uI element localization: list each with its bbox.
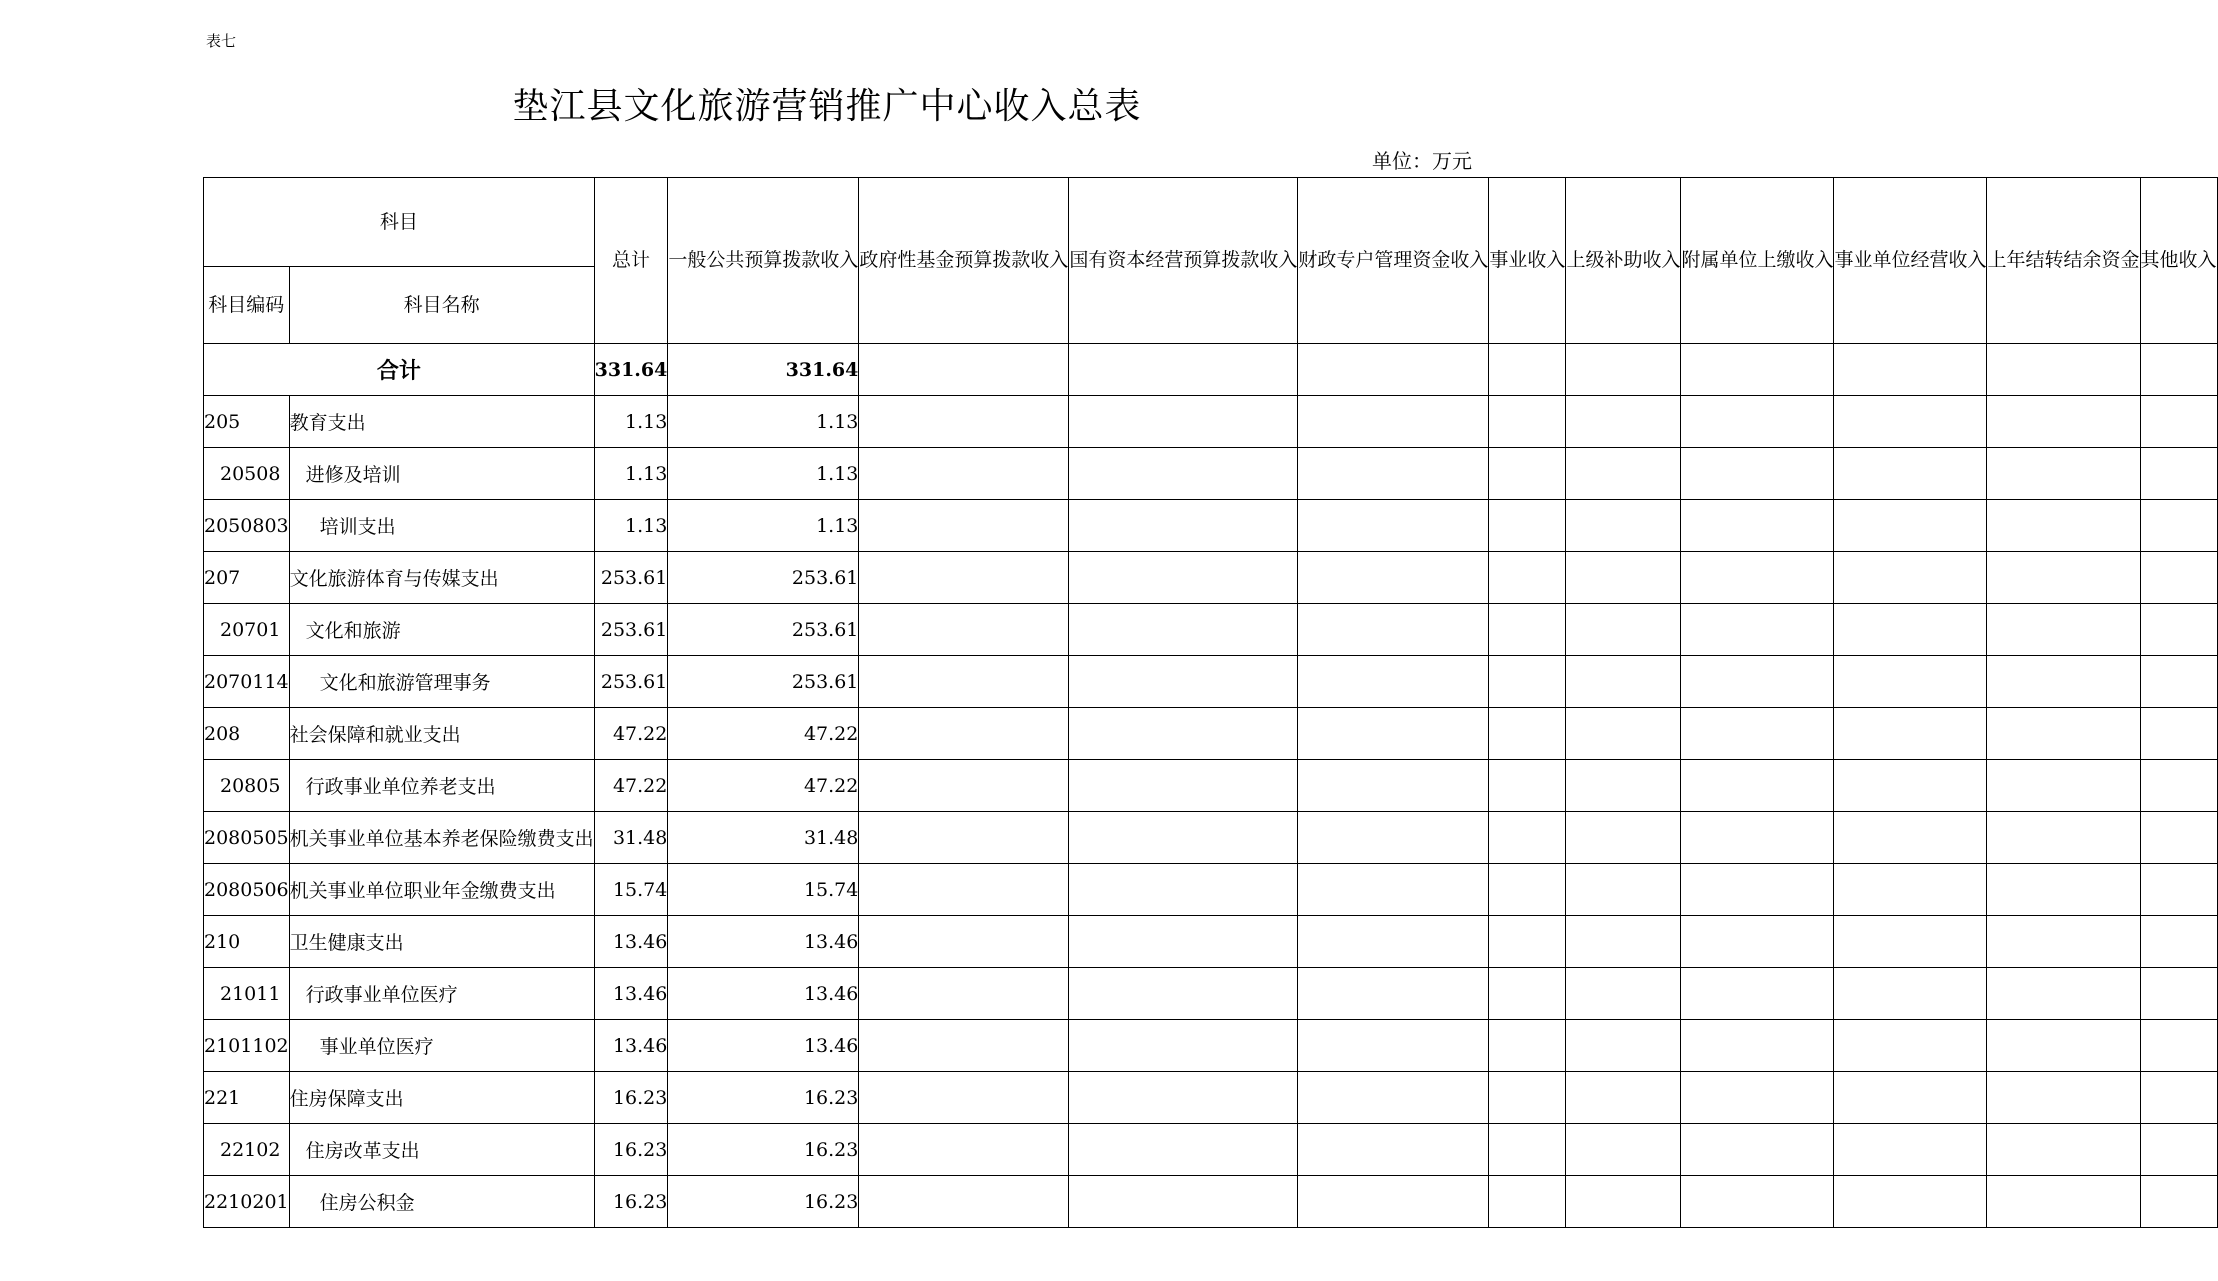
row-name: 住房改革支出: [289, 1124, 594, 1176]
empty-cell: [1681, 1124, 1834, 1176]
empty-cell: [2140, 812, 2217, 864]
row-general-budget: 13.46: [668, 1020, 859, 1072]
superior-subsidy-header: 上级补助收入: [1566, 178, 1681, 344]
empty-cell: [1987, 812, 2140, 864]
empty-cell: [859, 396, 1069, 448]
empty-cell: [1069, 708, 1298, 760]
empty-cell: [1069, 760, 1298, 812]
empty-cell: [859, 552, 1069, 604]
empty-cell: [1834, 656, 1987, 708]
empty-cell: [1987, 1124, 2140, 1176]
empty-cell: [1681, 552, 1834, 604]
row-total: 16.23: [594, 1124, 668, 1176]
row-total: 253.61: [594, 604, 668, 656]
empty-cell: [1987, 864, 2140, 916]
empty-cell: [1834, 916, 1987, 968]
business-income-header: 事业收入: [1489, 178, 1566, 344]
table-row: [204, 1176, 2218, 1228]
row-total: 253.61: [594, 656, 668, 708]
empty-cell: [1489, 1072, 1566, 1124]
empty-cell: [1489, 1176, 1566, 1228]
empty-cell: [1681, 968, 1834, 1020]
empty-cell: [1681, 1176, 1834, 1228]
empty-cell: [1681, 864, 1834, 916]
empty-cell: [1069, 1176, 1298, 1228]
empty-cell: [1987, 500, 2140, 552]
name-header: 科目名称: [289, 267, 594, 344]
empty-cell: [859, 864, 1069, 916]
empty-cell: [1834, 396, 1987, 448]
empty-cell: [1834, 1072, 1987, 1124]
row-general-budget: 253.61: [668, 552, 859, 604]
row-name: 住房公积金: [289, 1176, 594, 1228]
empty-cell: [1298, 864, 1489, 916]
empty-cell: [1834, 604, 1987, 656]
empty-cell: [1489, 448, 1566, 500]
empty-cell: [1681, 500, 1834, 552]
empty-cell: [1069, 916, 1298, 968]
row-code: 205: [204, 396, 290, 448]
empty-cell: [1298, 760, 1489, 812]
empty-cell: [2140, 604, 2217, 656]
table-row: [204, 812, 2218, 864]
row-name: 文化和旅游: [289, 604, 594, 656]
row-name: 行政事业单位医疗: [289, 968, 594, 1020]
empty-cell: [1298, 604, 1489, 656]
general-budget-header: 一般公共预算拨款收入: [668, 178, 859, 344]
subject-header: 科目: [204, 178, 595, 267]
empty-cell: [1681, 604, 1834, 656]
empty-cell: [1834, 1176, 1987, 1228]
empty-cell: [1298, 812, 1489, 864]
row-name: 培训支出: [289, 500, 594, 552]
empty-cell: [1069, 968, 1298, 1020]
row-general-budget: 1.13: [668, 396, 859, 448]
row-code: 21011: [204, 968, 290, 1020]
empty-cell: [1834, 760, 1987, 812]
empty-cell: [859, 604, 1069, 656]
empty-cell: [1489, 552, 1566, 604]
row-total: 31.48: [594, 812, 668, 864]
table-row: [204, 448, 2218, 500]
empty-cell: [1566, 396, 1681, 448]
empty-cell: [1987, 760, 2140, 812]
table-row: [204, 656, 2218, 708]
empty-cell: [1069, 812, 1298, 864]
empty-cell: [1987, 1176, 2140, 1228]
empty-cell: [859, 448, 1069, 500]
empty-cell: [1069, 448, 1298, 500]
row-general-budget: 1.13: [668, 500, 859, 552]
empty-cell: [1298, 656, 1489, 708]
empty-cell: [1489, 500, 1566, 552]
empty-cell: [1681, 656, 1834, 708]
row-general-budget: 253.61: [668, 604, 859, 656]
empty-cell: [1834, 1020, 1987, 1072]
row-code: 2101102: [204, 1020, 290, 1072]
row-name: 机关事业单位职业年金缴费支出: [289, 864, 594, 916]
empty-cell: [859, 968, 1069, 1020]
empty-cell: [1298, 1176, 1489, 1228]
row-total: 13.46: [594, 916, 668, 968]
row-general-budget: 15.74: [668, 864, 859, 916]
row-name: 事业单位医疗: [289, 1020, 594, 1072]
empty-cell: [859, 1176, 1069, 1228]
empty-cell: [1489, 812, 1566, 864]
empty-cell: [1489, 1020, 1566, 1072]
row-general-budget: 13.46: [668, 916, 859, 968]
row-code: 22102: [204, 1124, 290, 1176]
row-general-budget: 13.46: [668, 968, 859, 1020]
row-code: 210: [204, 916, 290, 968]
empty-cell: [1566, 760, 1681, 812]
row-code: 2070114: [204, 656, 290, 708]
row-general-budget: 1.13: [668, 448, 859, 500]
empty-cell: [1069, 1020, 1298, 1072]
empty-cell: [1566, 604, 1681, 656]
empty-cell: [1566, 656, 1681, 708]
row-name: 文化旅游体育与传媒支出: [289, 552, 594, 604]
empty-cell: [2140, 1072, 2217, 1124]
empty-cell: [1489, 1124, 1566, 1176]
row-name: 进修及培训: [289, 448, 594, 500]
row-general-budget: 47.22: [668, 708, 859, 760]
gov-fund-header: 政府性基金预算拨款收入: [859, 178, 1069, 344]
row-total: 47.22: [594, 760, 668, 812]
row-total: 16.23: [594, 1176, 668, 1228]
total-row: [204, 344, 2218, 396]
empty-cell: [1489, 656, 1566, 708]
empty-cell: [1489, 864, 1566, 916]
table-row: [204, 1124, 2218, 1176]
income-summary-table: [203, 177, 2218, 1228]
empty-cell: [1681, 916, 1834, 968]
operating-income-header: 事业单位经营收入: [1834, 178, 1987, 344]
empty-cell: [1566, 968, 1681, 1020]
table-row: [204, 708, 2218, 760]
row-total: 1.13: [594, 448, 668, 500]
empty-cell: [1566, 448, 1681, 500]
empty-cell: [1489, 916, 1566, 968]
empty-cell: [1987, 1020, 2140, 1072]
empty-cell: [859, 1020, 1069, 1072]
empty-cell: [1987, 1072, 2140, 1124]
empty-cell: [1566, 1124, 1681, 1176]
empty-cell: [2140, 552, 2217, 604]
empty-cell: [1298, 1072, 1489, 1124]
total-value: 331.64: [594, 344, 668, 396]
empty-cell: [1489, 968, 1566, 1020]
empty-cell: [1298, 500, 1489, 552]
empty-cell: [1566, 500, 1681, 552]
empty-cell: [1681, 448, 1834, 500]
table-row: [204, 760, 2218, 812]
other-income-header: 其他收入: [2140, 178, 2217, 344]
row-total: 253.61: [594, 552, 668, 604]
row-general-budget: 31.48: [668, 812, 859, 864]
empty-cell: [1298, 708, 1489, 760]
empty-cell: [1834, 500, 1987, 552]
empty-cell: [859, 708, 1069, 760]
empty-cell: [1069, 864, 1298, 916]
row-code: 20805: [204, 760, 290, 812]
empty-cell: [1566, 552, 1681, 604]
empty-cell: [1834, 708, 1987, 760]
empty-cell: [859, 760, 1069, 812]
empty-cell: [1834, 552, 1987, 604]
unit-label: 单位：万元: [1372, 149, 1472, 173]
state-capital-header: 国有资本经营预算拨款收入: [1069, 178, 1298, 344]
empty-cell: [2140, 656, 2217, 708]
empty-cell: [2140, 708, 2217, 760]
empty-cell: [2140, 864, 2217, 916]
empty-cell: [1987, 396, 2140, 448]
empty-cell: [2140, 916, 2217, 968]
row-general-budget: 16.23: [668, 1072, 859, 1124]
empty-cell: [2140, 1124, 2217, 1176]
row-general-budget: 253.61: [668, 656, 859, 708]
empty-cell: [1987, 604, 2140, 656]
page-title: 垫江县文化旅游营销推广中心收入总表: [512, 86, 1142, 127]
empty-cell: [1681, 812, 1834, 864]
empty-cell: [1834, 1124, 1987, 1176]
empty-cell: [1987, 968, 2140, 1020]
empty-cell: [1298, 968, 1489, 1020]
empty-cell: [1298, 552, 1489, 604]
row-total: 13.46: [594, 1020, 668, 1072]
row-code: 2050803: [204, 500, 290, 552]
empty-cell: [1566, 1072, 1681, 1124]
empty-cell: [1489, 708, 1566, 760]
empty-cell: [1681, 708, 1834, 760]
empty-cell: [859, 1072, 1069, 1124]
empty-cell: [1987, 916, 2140, 968]
table-row: [204, 396, 2218, 448]
empty-cell: [1069, 500, 1298, 552]
empty-cell: [1069, 552, 1298, 604]
row-general-budget: 16.23: [668, 1176, 859, 1228]
empty-cell: [1987, 708, 2140, 760]
empty-cell: [2140, 1020, 2217, 1072]
empty-cell: [2140, 500, 2217, 552]
empty-cell: [1489, 604, 1566, 656]
total-header: 总计: [594, 178, 668, 344]
empty-cell: [1987, 448, 2140, 500]
empty-cell: [1489, 760, 1566, 812]
carryover-header: 上年结转结余资金: [1987, 178, 2140, 344]
total-general-value: 331.64: [668, 344, 859, 396]
empty-cell: [1566, 864, 1681, 916]
empty-cell: [1069, 1072, 1298, 1124]
row-name: 社会保障和就业支出: [289, 708, 594, 760]
empty-cell: [1298, 396, 1489, 448]
empty-cell: [1566, 812, 1681, 864]
empty-cell: [859, 916, 1069, 968]
empty-cell: [1566, 1020, 1681, 1072]
row-name: 教育支出: [289, 396, 594, 448]
empty-cell: [2140, 760, 2217, 812]
empty-cell: [1298, 1124, 1489, 1176]
empty-cell: [859, 1124, 1069, 1176]
empty-cell: [1566, 708, 1681, 760]
empty-cell: [859, 656, 1069, 708]
empty-cell: [2140, 448, 2217, 500]
row-total: 13.46: [594, 968, 668, 1020]
row-name: 机关事业单位基本养老保险缴费支出: [289, 812, 594, 864]
row-total: 15.74: [594, 864, 668, 916]
row-code: 20701: [204, 604, 290, 656]
row-name: 行政事业单位养老支出: [289, 760, 594, 812]
empty-cell: [2140, 1176, 2217, 1228]
empty-cell: [1298, 916, 1489, 968]
table-row: [204, 968, 2218, 1020]
table-row: [204, 604, 2218, 656]
empty-cell: [1834, 448, 1987, 500]
empty-cell: [1298, 1020, 1489, 1072]
empty-cell: [1489, 396, 1566, 448]
empty-cell: [1681, 396, 1834, 448]
table-row: [204, 500, 2218, 552]
header-row-1: [204, 178, 2218, 267]
empty-cell: [2140, 396, 2217, 448]
row-name: 文化和旅游管理事务: [289, 656, 594, 708]
table-row: [204, 916, 2218, 968]
empty-cell: [1834, 968, 1987, 1020]
empty-cell: [1298, 448, 1489, 500]
row-total: 1.13: [594, 396, 668, 448]
row-general-budget: 16.23: [668, 1124, 859, 1176]
row-general-budget: 47.22: [668, 760, 859, 812]
empty-cell: [1987, 656, 2140, 708]
row-code: 221: [204, 1072, 290, 1124]
empty-cell: [859, 500, 1069, 552]
table-row: [204, 1020, 2218, 1072]
empty-cell: [1566, 916, 1681, 968]
empty-cell: [1681, 1072, 1834, 1124]
row-code: 2210201: [204, 1176, 290, 1228]
table-number: 表七: [206, 32, 237, 50]
row-code: 2080505: [204, 812, 290, 864]
empty-cell: [1987, 552, 2140, 604]
empty-cell: [1069, 396, 1298, 448]
empty-cell: [1069, 1124, 1298, 1176]
total-label: 合计: [204, 344, 595, 396]
special-account-header: 财政专户管理资金收入: [1298, 178, 1489, 344]
code-header: 科目编码: [204, 267, 290, 344]
row-code: 20508: [204, 448, 290, 500]
empty-cell: [1834, 864, 1987, 916]
row-total: 47.22: [594, 708, 668, 760]
empty-cell: [1834, 812, 1987, 864]
empty-cell: [1566, 1176, 1681, 1228]
table-row: [204, 864, 2218, 916]
table-row: [204, 552, 2218, 604]
row-code: 2080506: [204, 864, 290, 916]
row-total: 1.13: [594, 500, 668, 552]
row-name: 住房保障支出: [289, 1072, 594, 1124]
empty-cell: [1681, 1020, 1834, 1072]
empty-cell: [859, 812, 1069, 864]
empty-cell: [2140, 968, 2217, 1020]
empty-cell: [1681, 760, 1834, 812]
empty-cell: [1069, 656, 1298, 708]
affiliated-income-header: 附属单位上缴收入: [1681, 178, 1834, 344]
row-code: 207: [204, 552, 290, 604]
empty-cell: [1069, 604, 1298, 656]
row-total: 16.23: [594, 1072, 668, 1124]
row-code: 208: [204, 708, 290, 760]
table-row: [204, 1072, 2218, 1124]
row-name: 卫生健康支出: [289, 916, 594, 968]
